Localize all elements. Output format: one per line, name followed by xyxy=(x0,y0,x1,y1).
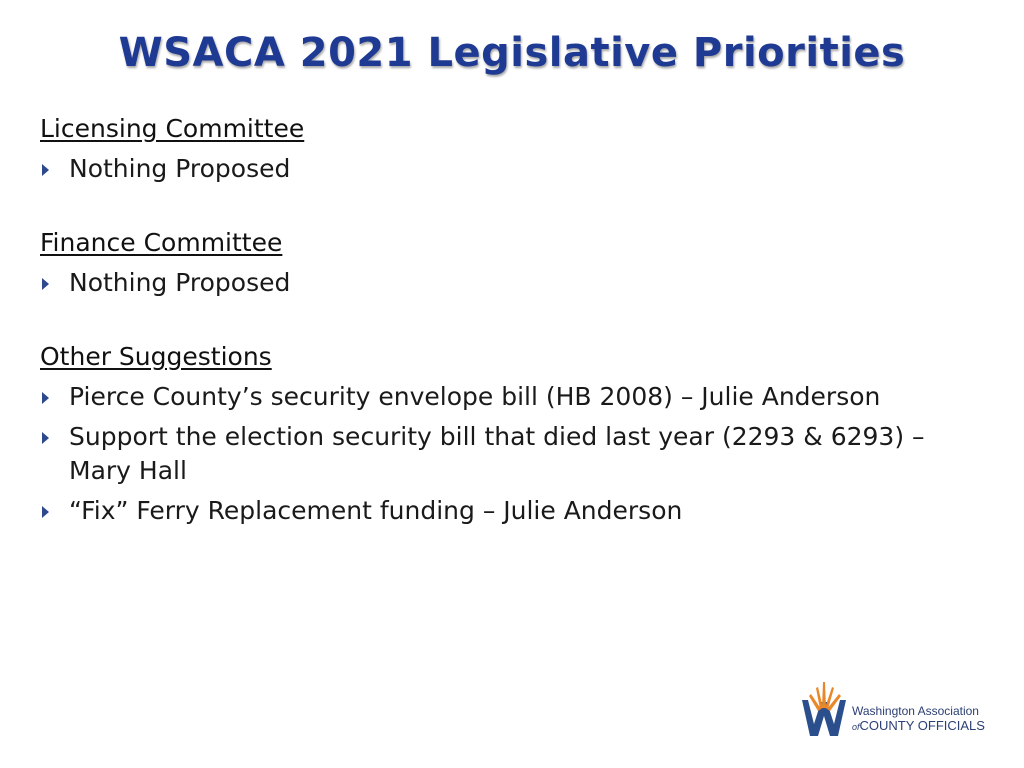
triangle-bullet-icon xyxy=(42,392,49,404)
logo-line-2 xyxy=(852,718,985,735)
bullet-item xyxy=(40,494,940,528)
triangle-bullet-icon xyxy=(42,278,49,290)
bullet-list xyxy=(40,266,940,300)
bullet-list xyxy=(40,380,940,528)
triangle-bullet-icon xyxy=(42,506,49,518)
bullet-text: Support the election security bill that died last year (2293 & 6293) – Mary Hall xyxy=(69,422,925,485)
triangle-bullet-icon xyxy=(42,432,49,444)
bullet-text: Nothing Proposed xyxy=(69,154,291,183)
bullet-list xyxy=(40,152,940,186)
bullet-item xyxy=(40,420,940,488)
section-licensing-committee xyxy=(40,112,940,186)
triangle-bullet-icon xyxy=(42,164,49,176)
slide-body xyxy=(40,112,940,568)
section-other-suggestions xyxy=(40,340,940,528)
bullet-item xyxy=(40,266,940,300)
logo-line-1: Washington Association xyxy=(852,704,979,718)
section-heading: Other Suggestions xyxy=(40,342,272,371)
bullet-text: Nothing Proposed xyxy=(69,268,291,297)
section-heading: Finance Committee xyxy=(40,228,283,257)
logo-of: of xyxy=(852,722,860,732)
slide-title: WSACA 2021 Legislative Priorities xyxy=(118,30,906,76)
wsaco-logo-mark-icon xyxy=(796,678,852,742)
bullet-text: Pierce County’s security envelope bill (HB 2008) – Julie Anderson xyxy=(69,382,881,411)
bullet-text: “Fix” Ferry Replacement funding – Julie Anderson xyxy=(69,496,683,525)
logo-text xyxy=(852,704,985,735)
section-heading: Licensing Committee xyxy=(40,114,305,143)
bullet-item xyxy=(40,152,940,186)
section-finance-committee xyxy=(40,226,940,300)
bullet-item xyxy=(40,380,940,414)
logo-county-officials: COUNTY OFFICIALS xyxy=(859,718,985,733)
wsaco-logo xyxy=(796,678,996,742)
